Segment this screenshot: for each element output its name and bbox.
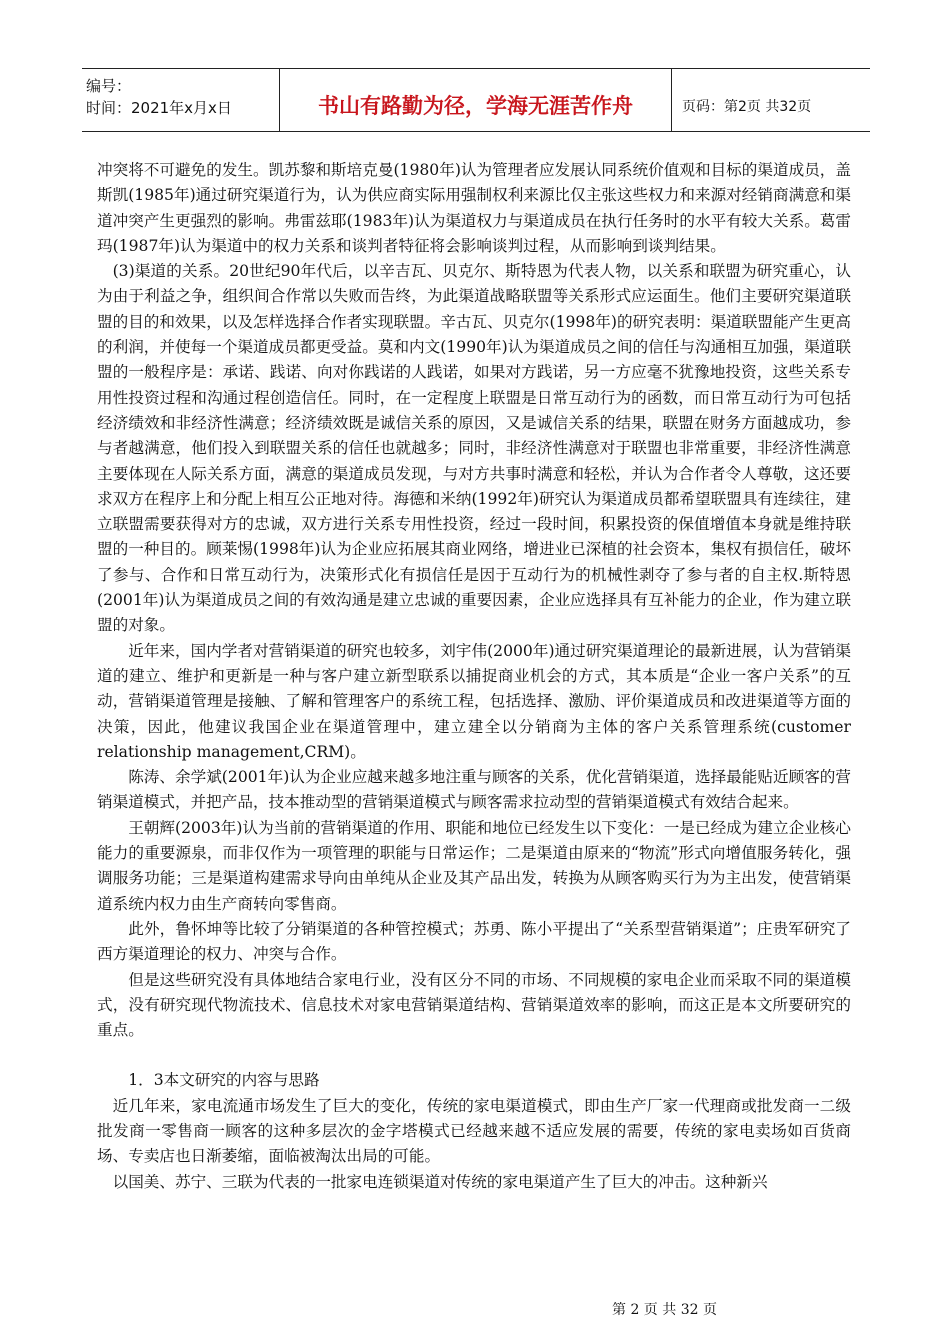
page-footer: 第 2 页 共 32 页 <box>612 1302 717 1318</box>
paragraph: 冲突将不可避免的发生。凯苏黎和斯培克曼(1980年)认为管理者应发展认同系统价值观和目标的渠道成员，盖斯凯(1985年)通过研究渠道行为，认为供应商实际用强制权利来源比仅主张这些权力和来源对经销商满意和渠道冲突产生更强烈的影响。弗雷兹耶(1983年)认为渠道权力与渠道成员在执行任务时的水平有较大关系。葛雷玛(1987年)认为渠道中的权力关系和谈判者特征将会影响谈判过程，从而影响到谈判结果。 <box>97 161 851 255</box>
header-page-info: 页码：第2页 共32页 <box>682 99 812 115</box>
paragraph: 王朝辉(2003年)认为当前的营销渠道的作用、职能和地位已经发生以下变化：一是已经成为建立企业核心能力的重要源泉，而非仅作为一项管理的职能与日常运作；二是渠道由原来的“物流”形式向增值服务转化，强调服务功能；三是渠道构建需求导向由单纯从企业及其产品出发，转换为从顾客购买行为为主出发，使营销渠道系统内权力由生产商转向零售商。 <box>97 818 851 913</box>
paragraph: 陈涛、余学斌(2001年)认为企业应越来越多地注重与顾客的关系，优化营销渠道，选择最能贴近顾客的营销渠道模式，并把产品，技本推动型的营销渠道模式与顾客需求拉动型的营销渠道模式有效结合起来。 <box>97 768 851 812</box>
page-header <box>82 68 870 132</box>
time-label: 时间：2021年x月x日 <box>86 99 232 117</box>
paragraph-gap <box>97 1043 851 1068</box>
header-motto: 书山有路勤为径，学海无涯苦作舟 <box>280 69 672 131</box>
paragraph: 此外，鲁怀坤等比较了分销渠道的各种管控模式；苏勇、陈小平提出了“关系型营销渠道”；庄贵军研究了西方渠道理论的权力、冲突与合作。 <box>97 919 851 964</box>
paragraph: 近年来，国内学者对营销渠道的研究也较多，刘宇伟(2000年)通过研究渠道理论的最新进展，认为营销渠道的建立、维护和更新是一种与客户建立新型联系以捕捉商业机会的方式，其本质是“企业一客户关系”的互动，营销渠道管理是接触、了解和管理客户的系统工程，包括选择、激励、评价渠道成员和改进渠道等方面的决策，因此，他建议我国企业在渠道管理中，建立建全以分销商为主体的客户关系管理系统(customer relationship management,CRM)。 <box>97 641 851 761</box>
paragraph: 但是这些研究没有具体地结合家电行业，没有区分不同的市场、不同规模的家电企业而采取不同的渠道模式，没有研究现代物流技术、信息技术对家电营销渠道结构、营销渠道效率的影响，而这正是本文所要研究的重点。 <box>97 970 851 1040</box>
document-body <box>97 158 851 1195</box>
section-heading: 1．3本文研究的内容与思路 <box>128 1071 320 1090</box>
paragraph: (3)渠道的关系。20世纪90年代后，以辛吉瓦、贝克尔、斯特恩为代表人物，以关系和联盟为研究重心，认为由于利益之争，组织间合作常以失败而告终，为此渠道战略联盟等关系形式应运面生。他们主要研究渠道联盟的目的和效果，以及怎样选择合作者实现联盟。辛古瓦、贝克尔(1998年)的研究表明：渠道联盟能产生更高的利润，并使每一个渠道成员都更受益。莫和内文(1990年)认为渠道成员之间的信任与沟通相互加强，渠道联盟的一般程序是：承诺、践诺、向对你践诺的人践诺，如果对方践诺，另一方应毫不犹豫地投资，这些关系专用性投资过程和沟通过程创造信任。同时，在一定程度上联盟是日常互动行为的函数，而日常互动行为可包括经济绩效和非经济性满意；经济绩效既是诚信关系的原因，又是诚信关系的结果，联盟在财务方面越成功，参与者越满意，他们投入到联盟关系的信任也就越多；同时，非经济性满意对于联盟也非常重要，非经济性满意主要体现在人际关系方面，满意的渠道成员发现，与对方共事时满意和轻松，并认为合作者令人尊敬，这还要求双方在程序上和分配上相互公正地对待。海德和米纳(1992年)研究认为渠道成员都希望联盟具有连续往，建立联盟需要获得对方的忠诚，双方进行关系专用性投资，经过一段时间，积累投资的保值增值本身就是维持联盟的一种目的。顾莱惕(1998年)认为企业应拓展其商业网络，增进业已深植的社会资本，集权有损信任，破坏了参与、合作和日常互动行为，决策形式化有损信任是因于互动行为的机械性剥夺了参与者的自主权.斯特恩(2001年)认为渠道成员之间的有效沟通是建立忠诚的重要因素，企业应选择具有互补能力的企业，作为建立联盟的对象。 <box>97 262 851 635</box>
header-meta <box>82 69 280 131</box>
paragraph: 近几年来，家电流通市场发生了巨大的变化，传统的家电渠道模式，即由生产厂家一代理商或批发商一二级批发商一零售商一顾客的这种多层次的金字塔模式已经越来越不适应发展的需要，传统的家电卖场如百货商场、专卖店也日渐萎缩，面临被淘汰出局的可能。 <box>97 1096 851 1166</box>
number-label: 编号： <box>86 77 132 95</box>
paragraph: 以国美、苏宁、三联为代表的一批家电连锁渠道对传统的家电渠道产生了巨大的冲击。这种新兴 <box>112 1172 768 1191</box>
